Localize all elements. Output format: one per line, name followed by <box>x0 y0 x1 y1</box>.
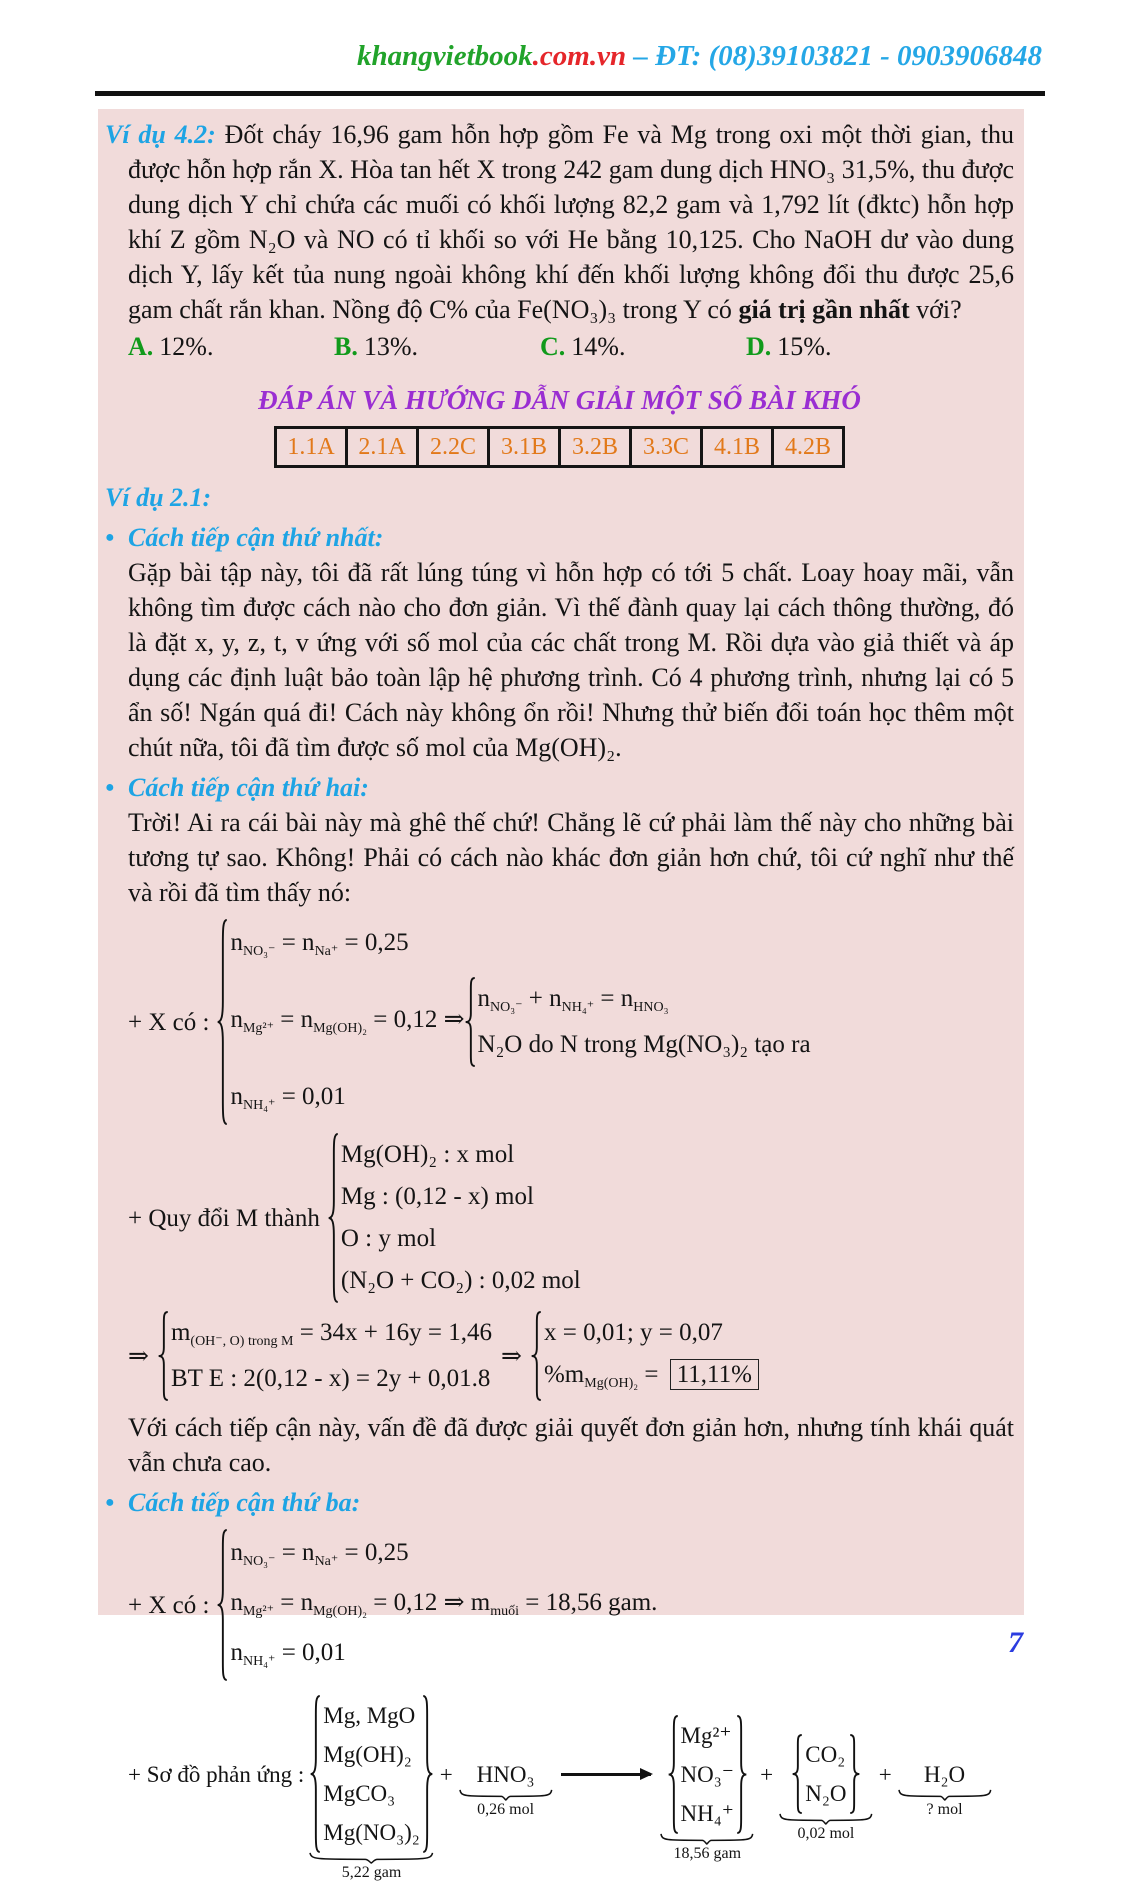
math-line: nNO₃⁻ = nNa⁺ = 0,25 <box>230 929 409 959</box>
underbrace-icon <box>899 1789 991 1800</box>
underbrace-label: ? mol <box>926 1800 963 1818</box>
underbrace-label: 18,56 gam <box>673 1844 742 1862</box>
option-d <box>746 329 831 364</box>
math-line: nNH₄⁺ = 0,01 <box>230 1083 346 1113</box>
reactant-mixture-column <box>323 1696 420 1852</box>
chem-formula: Mg, MgO <box>323 1703 416 1728</box>
page-number: 7 <box>1008 1626 1023 1659</box>
plus-sign: + <box>878 1762 892 1787</box>
example-2-1-label: Ví dụ 2.1: <box>105 483 212 512</box>
option-a-text: 12%. <box>159 332 214 361</box>
option-b <box>334 329 540 364</box>
chem-formula: Mg²⁺ <box>680 1722 732 1748</box>
reaction-scheme <box>105 1696 1014 1881</box>
option-c-text: 14%. <box>571 332 626 361</box>
left-brace-icon <box>158 1312 171 1400</box>
header-site-name: khangvietbook <box>357 40 533 72</box>
math-line: m(OH⁻, O) trong M = 34x + 16y = 1,46 <box>170 1319 493 1349</box>
option-c <box>540 329 746 364</box>
math-3-left-column <box>171 1312 492 1400</box>
hno3-group <box>460 1760 552 1818</box>
answer-cell: 3.1B <box>489 428 560 467</box>
underbrace-label: 5,22 gam <box>341 1864 402 1881</box>
chem-formula: Mg(OH)₂ <box>323 1742 412 1767</box>
left-brace-icon <box>465 978 478 1066</box>
math-1-label: + X có : <box>128 1008 210 1036</box>
brace-group <box>158 1312 492 1400</box>
chem-formula: H₂O <box>923 1761 966 1787</box>
underbrace-label: 0,26 mol <box>477 1800 535 1818</box>
underbrace-label: 0,02 mol <box>797 1825 855 1842</box>
content-block <box>98 109 1024 1881</box>
option-c-letter: C. <box>540 332 566 361</box>
math-line: O : y mol <box>340 1225 437 1252</box>
approach-3-title: Cách tiếp cận thứ ba: <box>128 1488 361 1517</box>
approach-2-paragraph: Trời! Ai ra cái bài này mà ghê thế chứ! Chẳng lẽ cứ phải làm thế này cho những bài tương tự sao. Không! Phải có cách nào khác đơn giản hơn chứ, tôi cứ nghĩ như thế và rồi đã tìm thấy nó: <box>128 808 1014 907</box>
math-line-left: nMg²⁺ = nMg(OH)₂ = 0,12 ⇒ <box>230 1006 465 1036</box>
answer-cell: 2.2C <box>418 428 489 467</box>
underbrace-icon <box>780 1813 872 1824</box>
answer-key-title: ĐÁP ÁN VÀ HƯỚNG DẪN GIẢI MỘT SỐ BÀI KHÓ <box>258 385 861 415</box>
math-line: x = 0,01; y = 0,07 <box>543 1319 723 1346</box>
bullet-icon: ● <box>105 1494 115 1511</box>
math-block-x-co-1 <box>105 920 1014 1124</box>
answer-cell: 3.2B <box>560 428 631 467</box>
implies-symbol: ⇒ <box>128 1342 149 1370</box>
problem-text: Đốt cháy 16,96 gam hỗn hợp gồm Fe và Mg trong oxi một thời gian, thu được hỗn hợp rắn X. Hòa tan hết X trong 242 gam dung dịch HNO₃ 31,5%, thu được dung dịch Y chỉ chứa các muối có khối lượng 82,2 gam và 1,792 lít (đktc) hỗn hợp khí Z gồm N₂O và NO có tỉ khối so với He bằng 10,125. Cho NaOH dư vào dung dịch Y, lấy kết tủa nung ngoài không khí đến khối lượng không đổi thu được 25,6 gam chất rắn khan. Nồng độ C% của Fe(NO₃)₃ trong Y có <box>128 120 1014 324</box>
chem-formula: Mg(NO₃)₂ <box>323 1820 420 1845</box>
math-block-x-co-2 <box>105 1530 1014 1680</box>
left-brace-icon <box>792 1735 805 1813</box>
brace-group <box>328 1134 581 1302</box>
approach-1-paragraph: Gặp bài tập này, tôi đã rất lúng túng vì hỗn hợp có tới 5 chất. Loay hoay mãi, vẫn không tìm được cách nào cho đơn giản. Vì thế đành quay lại cách thông thường, đó là đặt x, y, z, t, v ứng với số mol của các chất trong M. Rồi dựa vào giả thiết và áp dụng các định luật bảo toàn lập hệ phương trình. Có 4 phương trình, nhưng lại có 5 ẩn số! Ngán quá đi! Cách này không ổn rồi! Nhưng thử biến đổi toán học thêm một chút nữa, tôi đã tìm được số mol của Mg(OH)₂. <box>128 558 1014 762</box>
chem-formula: MgCO₃ <box>323 1781 396 1806</box>
plus-sign: + <box>439 1762 453 1787</box>
header-phone: – ĐT: (08)39103821 - 0903906848 <box>626 40 1042 72</box>
answer-cell: 1.1A <box>276 428 347 467</box>
left-brace-icon <box>531 1312 544 1400</box>
math-block-system <box>105 1312 1014 1400</box>
brace-group <box>217 1530 657 1680</box>
math-2-label: + Quy đổi M thành <box>128 1204 320 1232</box>
problem-tail: với? <box>909 295 962 324</box>
math-2-column <box>341 1134 581 1302</box>
left-brace-icon <box>328 1134 341 1302</box>
left-brace-icon <box>310 1696 323 1852</box>
option-b-letter: B. <box>334 332 358 361</box>
option-d-letter: D. <box>746 332 772 361</box>
brace-group <box>792 1735 859 1813</box>
math-line <box>230 978 810 1066</box>
scheme-label: + Sơ đồ phản ứng : <box>128 1762 305 1787</box>
math-line: BT E : 2(0,12 - x) = 2y + 0,01.8 <box>170 1365 491 1392</box>
math-line: %mMg(OH)₂ = 11,11% <box>544 1360 759 1394</box>
underbrace-icon <box>460 1789 552 1800</box>
math-1-inner-column <box>478 978 811 1066</box>
approach-1-title: Cách tiếp cận thứ nhất: <box>128 523 384 552</box>
math-1-column <box>230 920 810 1124</box>
right-brace-icon <box>847 1735 860 1813</box>
math-line: nNO₃⁻ = nNa⁺ = 0,25 <box>230 1539 409 1569</box>
left-brace-icon <box>668 1716 681 1833</box>
bullet-icon: ● <box>105 779 115 796</box>
option-d-text: 15%. <box>777 332 832 361</box>
answer-cell: 2.1A <box>347 428 418 467</box>
answer-key-row <box>276 428 844 467</box>
plus-sign: + <box>760 1762 774 1787</box>
answer-cell: 3.3C <box>631 428 702 467</box>
page-header <box>357 40 1042 73</box>
answer-cell: 4.2B <box>773 428 844 467</box>
conclusion-paragraph: Với cách tiếp cận này, vấn đề đã được giải quyết đơn giản hơn, nhưng tính khái quát vẫn chưa cao. <box>128 1413 1014 1477</box>
math-line: (N₂O + CO₂) : 0,02 mol <box>340 1267 581 1294</box>
math-line: Mg(OH)₂ : x mol <box>340 1141 515 1168</box>
brace-group <box>217 920 810 1124</box>
water-group <box>899 1760 991 1818</box>
math-line: Mg : (0,12 - x) mol <box>340 1183 534 1210</box>
example-4-2-label: Ví dụ 4.2: <box>105 120 225 149</box>
math-line: nMg²⁺ = nMg(OH)₂ = 0,12 ⇒ mmuối = 18,56 gam. <box>230 1589 658 1619</box>
approach-3-heading <box>105 1485 1014 1520</box>
header-divider <box>95 91 1045 96</box>
math-line: nNO₃⁻ + nNH₄⁺ = nHNO₃ <box>477 985 669 1015</box>
approach-2-heading <box>105 770 1014 805</box>
reactant-mixture-group <box>310 1696 433 1881</box>
problem-paragraph <box>105 117 1014 327</box>
brace-group <box>465 978 811 1066</box>
answer-options-row <box>105 329 1014 364</box>
math-3-right-column <box>544 1312 759 1400</box>
underbrace-icon <box>310 1852 433 1863</box>
left-brace-icon <box>217 1530 230 1680</box>
chem-formula: NO₃⁻ <box>680 1761 734 1787</box>
answer-key-table <box>274 426 845 468</box>
approach-2-title: Cách tiếp cận thứ hai: <box>128 773 369 802</box>
underbrace-icon <box>661 1833 753 1844</box>
product-gases-column <box>805 1735 846 1813</box>
product-gases-group <box>780 1735 872 1842</box>
math-4-column <box>230 1530 657 1680</box>
approach-1-heading <box>105 520 1014 555</box>
problem-bold-phrase: giá trị gần nhất <box>738 295 910 324</box>
chem-formula: N₂O <box>805 1781 847 1806</box>
math-4-label: + X có : <box>128 1591 210 1619</box>
left-brace-icon <box>217 920 230 1124</box>
brace-group <box>668 1716 747 1833</box>
math-line: nNH₄⁺ = 0,01 <box>230 1639 346 1669</box>
product-ions-column <box>681 1716 734 1833</box>
option-a-letter: A. <box>128 332 154 361</box>
math-block-quy-doi <box>105 1134 1014 1302</box>
header-site-domain: .com.vn <box>532 40 627 72</box>
option-b-text: 13%. <box>363 332 419 361</box>
right-brace-icon <box>734 1716 747 1833</box>
chem-formula: CO₂ <box>805 1742 846 1767</box>
implies-symbol: ⇒ <box>501 1342 522 1370</box>
chem-formula: NH₄⁺ <box>680 1800 734 1826</box>
brace-group <box>310 1696 433 1852</box>
math-line: N₂O do N trong Mg(NO₃)₂ tạo ra <box>477 1031 811 1058</box>
product-ions-group <box>661 1716 753 1862</box>
brace-group <box>531 1312 759 1400</box>
bullet-icon: ● <box>105 529 115 546</box>
option-a <box>128 329 334 364</box>
reaction-arrow-icon <box>561 1773 651 1775</box>
chem-formula: HNO₃ <box>476 1761 535 1787</box>
answer-cell: 4.1B <box>702 428 773 467</box>
right-brace-icon <box>420 1696 433 1852</box>
